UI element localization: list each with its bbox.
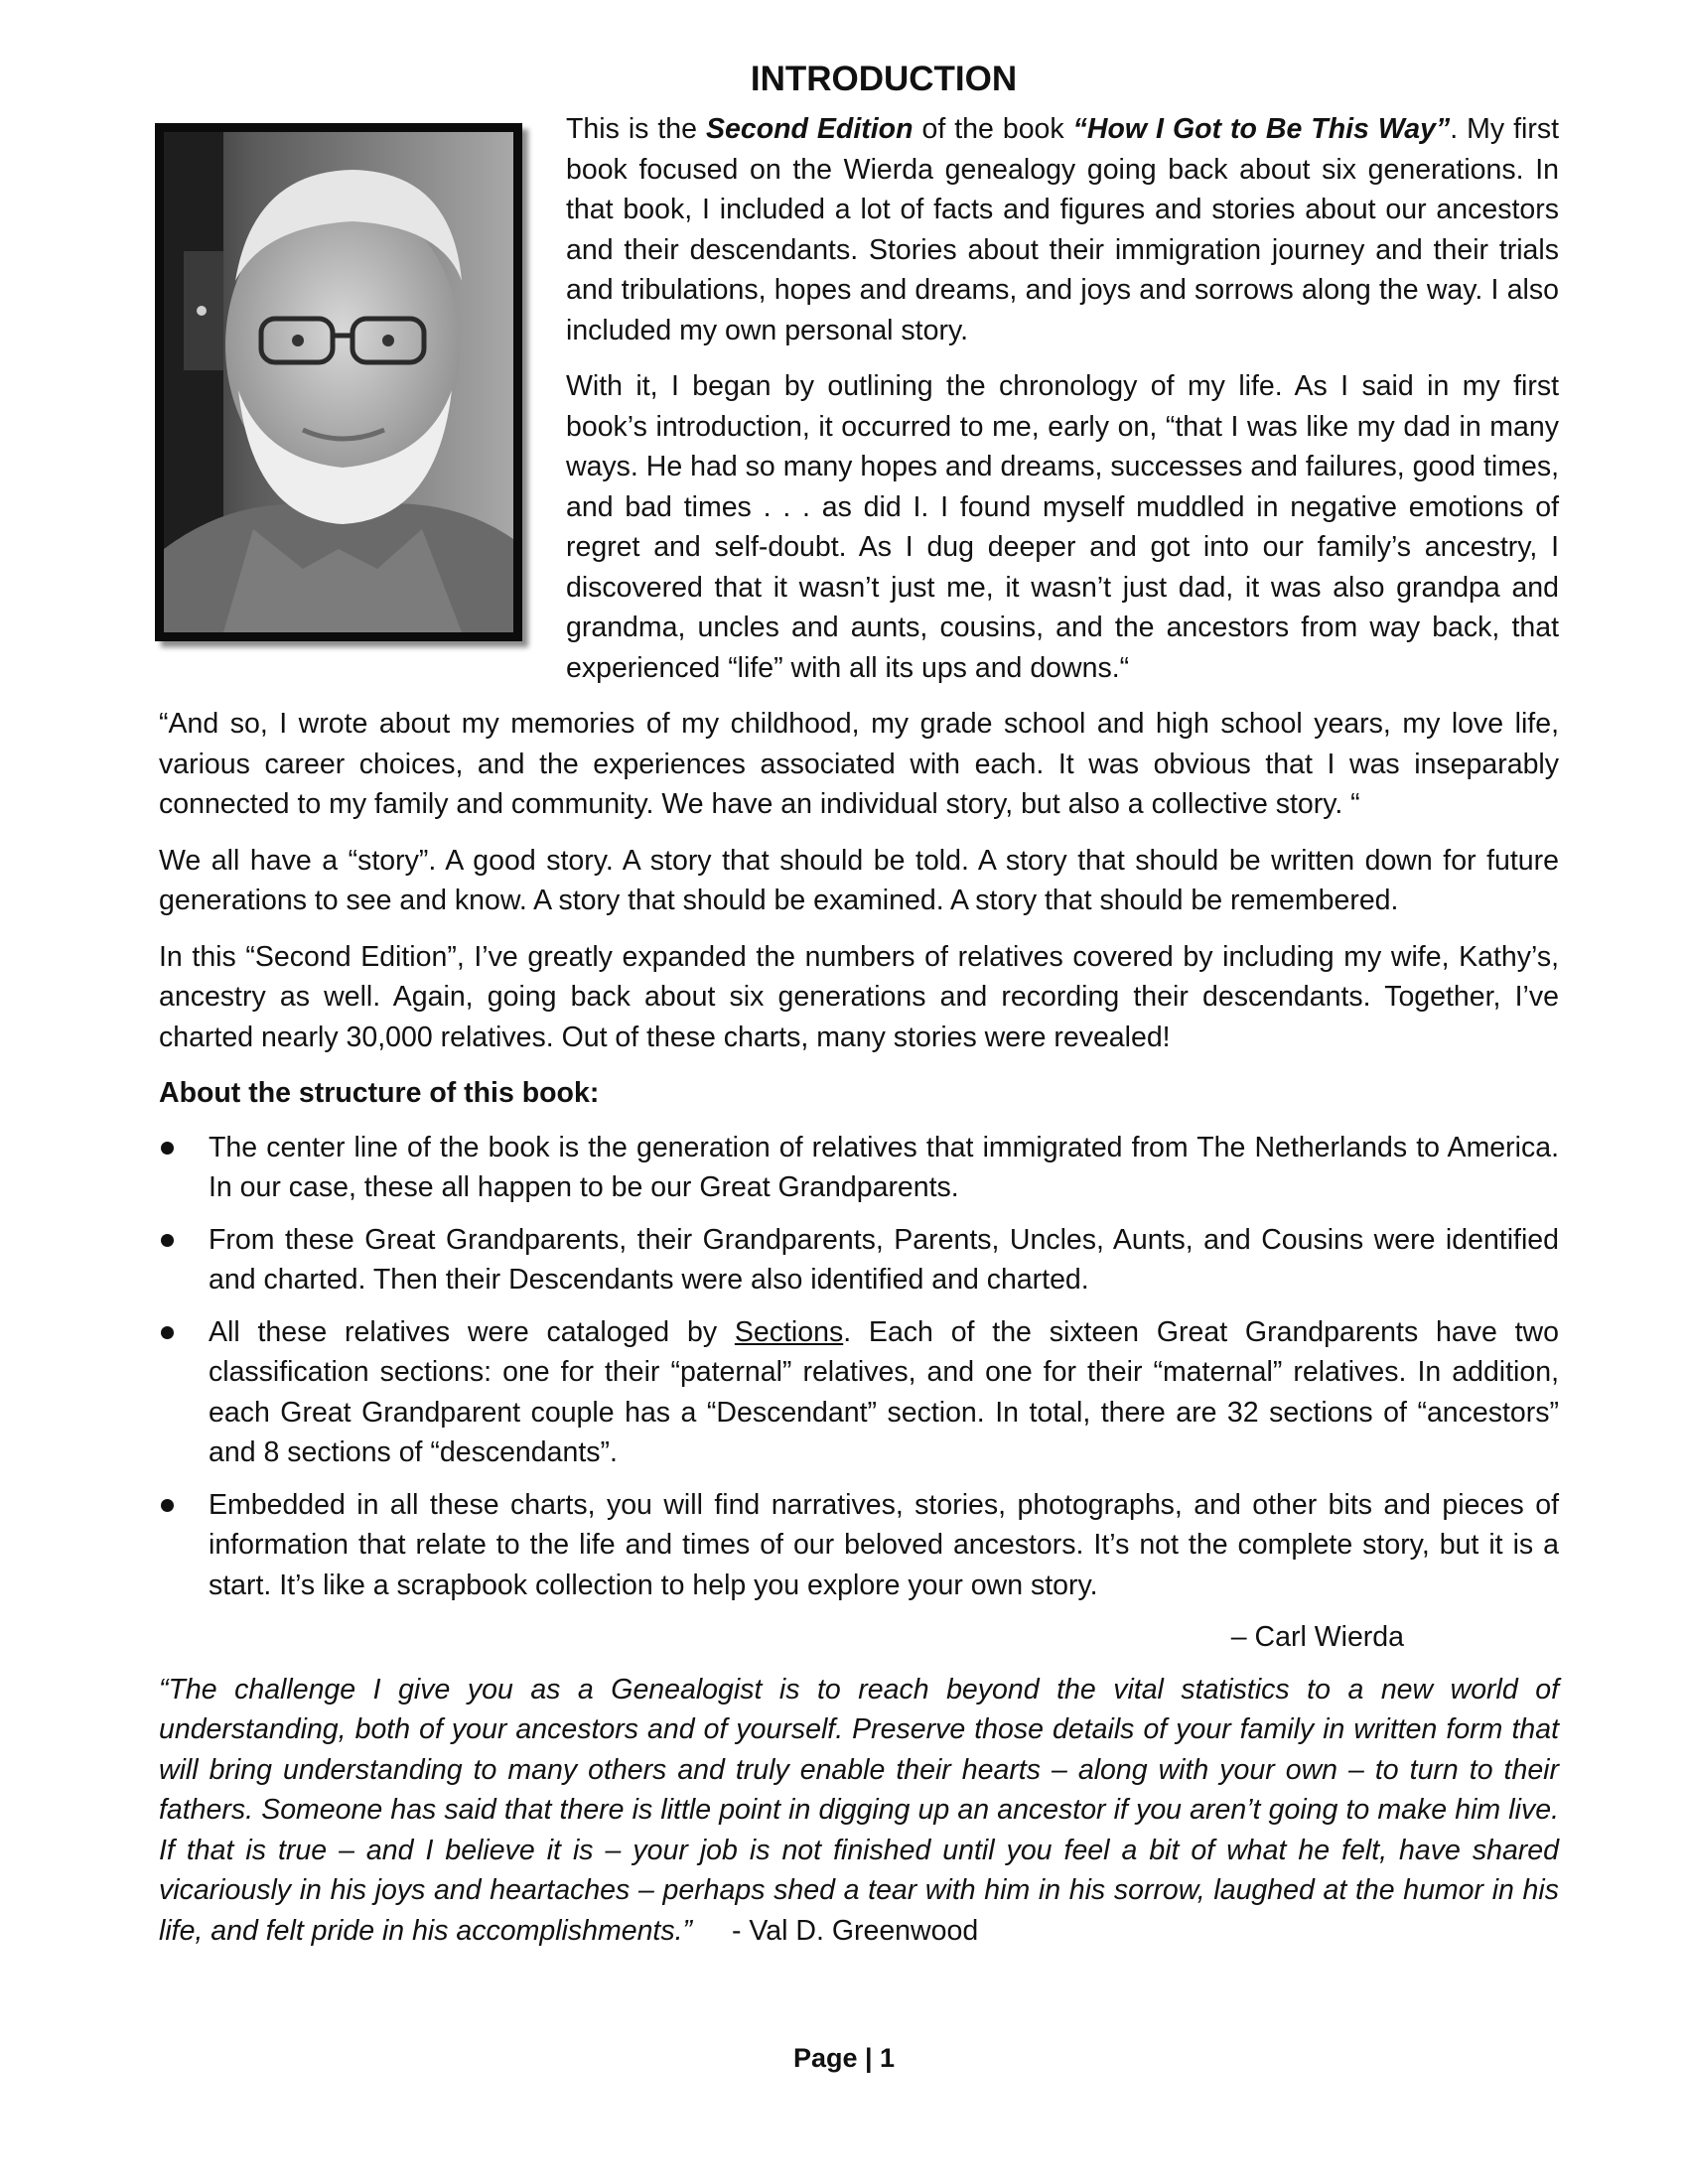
intro-text-3: . My first book focused on the Wierda genealogy going back about six generations. In that book, I included a lot of facts and figures and stories about our ancestors and their descendants. Stories about their immigration journey and their trials and tribulations, hopes and dreams, and joys and sorrows along the way. I also included my own personal story.	[566, 113, 1559, 346]
body-paragraph: “And so, I wrote about my memories of my childhood, my grade school and high school years, my love life, various career choices, and the experiences associated with each. It was obvious that I was inseparably connected to my family and community. We have an individual story, but also a collective story. “	[159, 708, 1559, 820]
list-item	[159, 1128, 1559, 1208]
structure-bullet-list	[159, 1128, 1559, 1606]
bullet-text-post: . Each of the sixteen Great Grandparents have two classification sections: one for their “paternal” relatives, and one for their “maternal” relatives. In addition, each Great Grandparent couple has a “Descendant” section. In total, there are 32 sections of “ancestors” and 8 sections of “descendants”.	[209, 1315, 1559, 1468]
book-title: “How I Got to Be This Way”	[1072, 113, 1451, 145]
sections-term: Sections	[734, 1315, 844, 1348]
page-title: INTRODUCTION	[750, 60, 1018, 98]
bullet-icon	[161, 1499, 174, 1512]
bullet-icon	[161, 1326, 174, 1339]
bullet-text: From these Great Grandparents, their Grandparents, Parents, Uncles, Aunts, and Cousins were identified and charted. Then their Descendants were also identified and charted.	[209, 1223, 1559, 1296]
intro-text-1: This is the	[566, 113, 706, 145]
body-paragraph: We all have a “story”. A good story. A story that should be told. A story that should be written down for future generations to see and know. A story that should be examined. A story that should be remembered.	[159, 844, 1559, 916]
list-item	[159, 1220, 1559, 1300]
author-portrait-photo	[155, 123, 522, 641]
bullet-text: The center line of the book is the generation of relatives that immigrated from The Netherlands to America. In our case, these all happen to be our Great Grandparents.	[209, 1131, 1559, 1203]
document-page	[159, 56, 1559, 1951]
intro-text-2: of the book	[913, 113, 1073, 145]
list-item	[159, 1312, 1559, 1473]
list-item	[159, 1485, 1559, 1606]
closing-quote	[159, 1670, 1559, 1952]
bullet-text-pre: All these relatives were cataloged by	[209, 1315, 735, 1348]
quote-text: “The challenge I give you as a Genealogist is to reach beyond the vital statistics to a new world of understanding, both of your ancestors and of yourself. Preserve those details of your family in written form that will bring understanding to many others and truly enable their hearts – along with your own – to turn to their fathers. Someone has said that there is little point in digging up an ancestor if you aren’t going to make him live. If that is true – and I believe it is – your job is not finished until you feel a bit of what he felt, have shared vicariously in his joys and heartaches – perhaps shed a tear with him in his sorrow, laughed at the humor in his life, and felt pride in his accomplishments.”	[159, 1673, 1559, 1947]
bullet-text: Embedded in all these charts, you will find narratives, stories, photographs, and other bits and pieces of information that relate to the life and times of our beloved ancestors. It’s not the complete story, but it is a start. It’s like a scrapbook collection to help you explore your own story.	[209, 1488, 1559, 1601]
quote-author: - Val D. Greenwood	[732, 1914, 979, 1947]
edition-label: Second Edition	[706, 113, 914, 145]
body-paragraph: With it, I began by outlining the chronology of my life. As I said in my first book’s introduction, it occurred to me, early on, “that I was like my dad in many ways. He had so many hopes and dreams, successes and failures, good times, and bad times . . . as did I. I found myself muddled in negative emotions of regret and self-doubt. As I dug deeper and got into our family’s ancestry, I discovered that it wasn’t just me, it wasn’t just dad, it was also grandpa and grandma, uncles and aunts, cousins, and the ancestors from way back, that experienced “life” with all its ups and downs.“	[566, 370, 1559, 684]
bullet-icon	[161, 1142, 174, 1155]
page-number-footer: Page | 1	[792, 2043, 896, 2073]
body-paragraph: In this “Second Edition”, I’ve greatly expanded the numbers of relatives covered by including my wife, Kathy’s, ancestry as well. Again, going back about six generations and recording their descendants. Together, I’ve charted nearly 30,000 relatives. Out of these charts, many stories were revealed!	[159, 940, 1559, 1053]
bullet-icon	[161, 1234, 174, 1247]
author-signature: – Carl Wierda	[1230, 1621, 1404, 1653]
portrait-image	[164, 132, 513, 632]
structure-heading: About the structure of this book:	[159, 1077, 600, 1109]
